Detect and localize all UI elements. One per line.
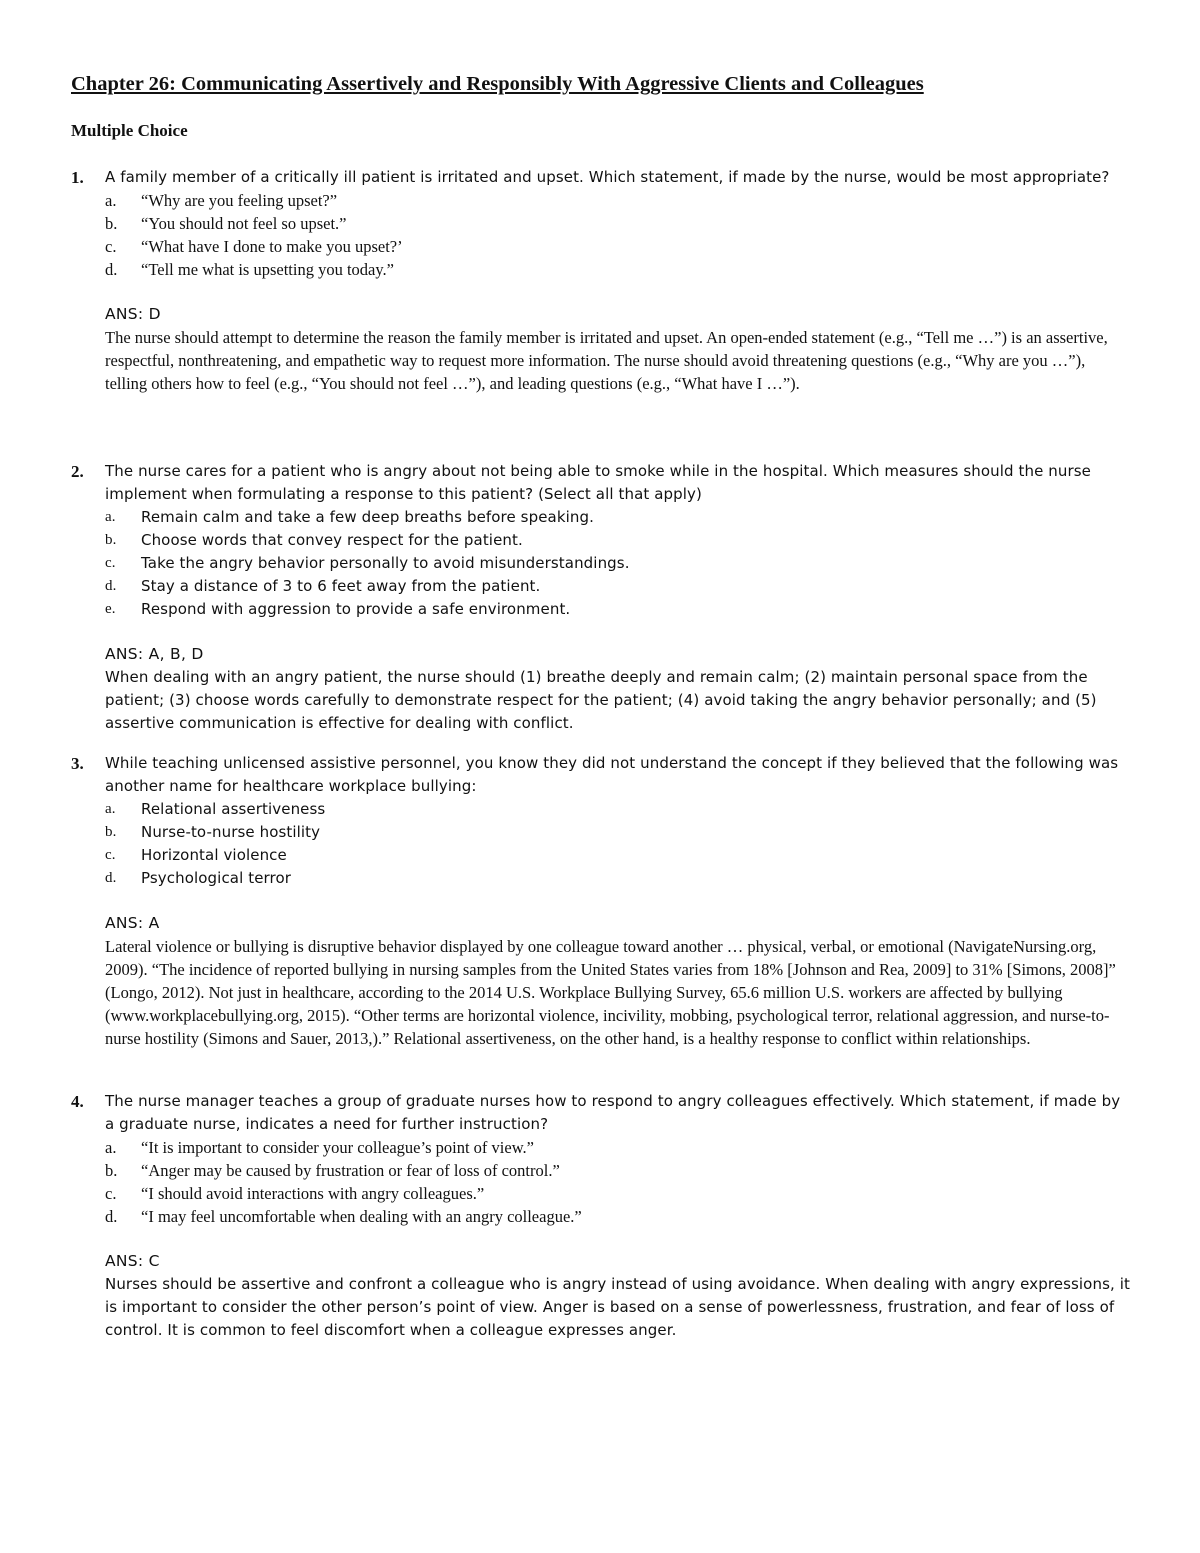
question-1 [71,166,1131,395]
option-e [105,598,1131,621]
option-a [105,189,1131,212]
option-text: Horizontal violence [141,846,287,864]
chapter-title: Chapter 26: Communicating Assertively and Responsibly With Aggressive Clients and Colleagues [71,73,924,95]
question-number: 1. [71,168,84,187]
option-letter: d. [105,1207,118,1226]
option-text: Choose words that convey respect for the patient. [141,531,523,549]
question-3 [71,752,1131,1050]
question-stem: The nurse manager teaches a group of graduate nurses how to respond to angry colleagues effectively. Which statement, if made by a graduate nurse, indicates a need for further instruction? [105,1092,1121,1133]
option-c [105,1182,1131,1205]
answer-key: ANS: A, B, D [105,645,204,663]
answer-key: ANS: A [105,914,160,932]
option-text: “Tell me what is upsetting you today.” [141,260,395,279]
option-letter: d. [105,260,118,279]
option-letter: a. [105,801,116,817]
option-b [105,529,1131,552]
answer-options [105,798,1131,890]
option-letter: a. [105,509,116,525]
option-text: “You should not feel so upset.” [141,214,347,233]
option-letter: b. [105,824,117,840]
option-text: “Anger may be caused by frustration or fear of loss of control.” [141,1161,560,1180]
option-letter: d. [105,870,117,886]
option-d [105,258,1131,281]
option-d [105,867,1131,890]
option-text: Relational assertiveness [141,800,326,818]
option-text: Respond with aggression to provide a safe environment. [141,600,571,618]
answer-key: ANS: D [105,305,161,323]
option-c [105,844,1131,867]
option-c [105,235,1131,258]
option-text: “It is important to consider your colleague’s point of view.” [141,1138,534,1157]
option-text: Nurse-to-nurse hostility [141,823,321,841]
answer-options [105,506,1131,621]
option-letter: c. [105,555,116,571]
option-text: “Why are you feeling upset?” [141,191,338,210]
option-letter: c. [105,847,116,863]
question-2 [71,460,1131,735]
rationale: When dealing with an angry patient, the nurse should (1) breathe deeply and remain calm; (2) maintain personal space from the patient; (3) choose words carefully to demonstrate respect for the patient; (4) avoid taking the angry behavior personally; and (5) assertive communication is effective for dealing with conflict. [105,668,1097,732]
option-text: “What have I done to make you upset?’ [141,237,403,256]
rationale: Nurses should be assertive and confront a colleague who is angry instead of using avoidance. When dealing with angry expressions, it is important to consider the other person’s point of view. Anger is based on a sense of powerlessness, frustration, and fear of loss of control. It is common to feel discomfort when a colleague expresses anger. [105,1275,1130,1339]
question-stem: A family member of a critically ill patient is irritated and upset. Which statement, if made by the nurse, would be most appropriate? [105,168,1110,186]
question-number: 3. [71,754,84,773]
option-letter: b. [105,214,118,233]
option-text: Psychological terror [141,869,292,887]
option-b [105,1159,1131,1182]
option-text: Stay a distance of 3 to 6 feet away from the patient. [141,577,541,595]
option-letter: e. [105,601,116,617]
option-letter: c. [105,237,117,256]
option-b [105,821,1131,844]
option-b [105,212,1131,235]
option-d [105,1205,1131,1228]
option-c [105,552,1131,575]
option-letter: b. [105,532,117,548]
answer-options [105,1136,1131,1228]
option-text: “I should avoid interactions with angry colleagues.” [141,1184,485,1203]
option-letter: d. [105,578,117,594]
option-a [105,506,1131,529]
option-letter: c. [105,1184,117,1203]
rationale: The nurse should attempt to determine the reason the family member is irritated and upset. An open-ended statement (e.g., “Tell me …”) is an assertive, respectful, nonthreatening, and empathetic way to request more information. The nurse should avoid threatening questions (e.g., “Why are you …”), telling others how to feel (e.g., “You should not feel …”), and leading questions (e.g., “What have I …”). [105,328,1108,393]
question-4 [71,1090,1131,1342]
answer-options [105,189,1131,281]
option-text: Take the angry behavior personally to avoid misunderstandings. [141,554,630,572]
option-letter: a. [105,191,117,210]
option-d [105,575,1131,598]
question-number: 2. [71,462,84,481]
option-letter: b. [105,1161,118,1180]
rationale: Lateral violence or bullying is disruptive behavior displayed by one colleague toward another … physical, verbal, or emotional (NavigateNursing.org, 2009). “The incidence of reported bullying in nursing samples from the United States varies from 18% [Johnson and Rea, 2009] to 31% [Simons, 2008]” (Longo, 2012). Not just in healthcare, according to the 2014 U.S. Workplace Bullying Survey, 65.6 million U.S. workers are affected by bullying (www.workplacebullying.org, 2015). “Other terms are horizontal violence, incivility, mobbing, psychological terror, relational aggression, and nurse-to-nurse hostility (Simons and Sauer, 2013,).” Relational assertiveness, on the other hand, is a healthy response to conflict within relationships. [105,937,1116,1048]
answer-key: ANS: C [105,1252,160,1270]
section-heading: Multiple Choice [71,121,188,140]
option-text: Remain calm and take a few deep breaths before speaking. [141,508,594,526]
option-a [105,1136,1131,1159]
question-stem: While teaching unlicensed assistive personnel, you know they did not understand the concept if they believed that the following was another name for healthcare workplace bullying: [105,754,1119,795]
option-a [105,798,1131,821]
question-stem: The nurse cares for a patient who is angry about not being able to smoke while in the hospital. Which measures should the nurse implement when formulating a response to this patient? (Select all that apply) [105,462,1091,503]
option-text: “I may feel uncomfortable when dealing with an angry colleague.” [141,1207,582,1226]
option-letter: a. [105,1138,117,1157]
question-number: 4. [71,1092,84,1111]
